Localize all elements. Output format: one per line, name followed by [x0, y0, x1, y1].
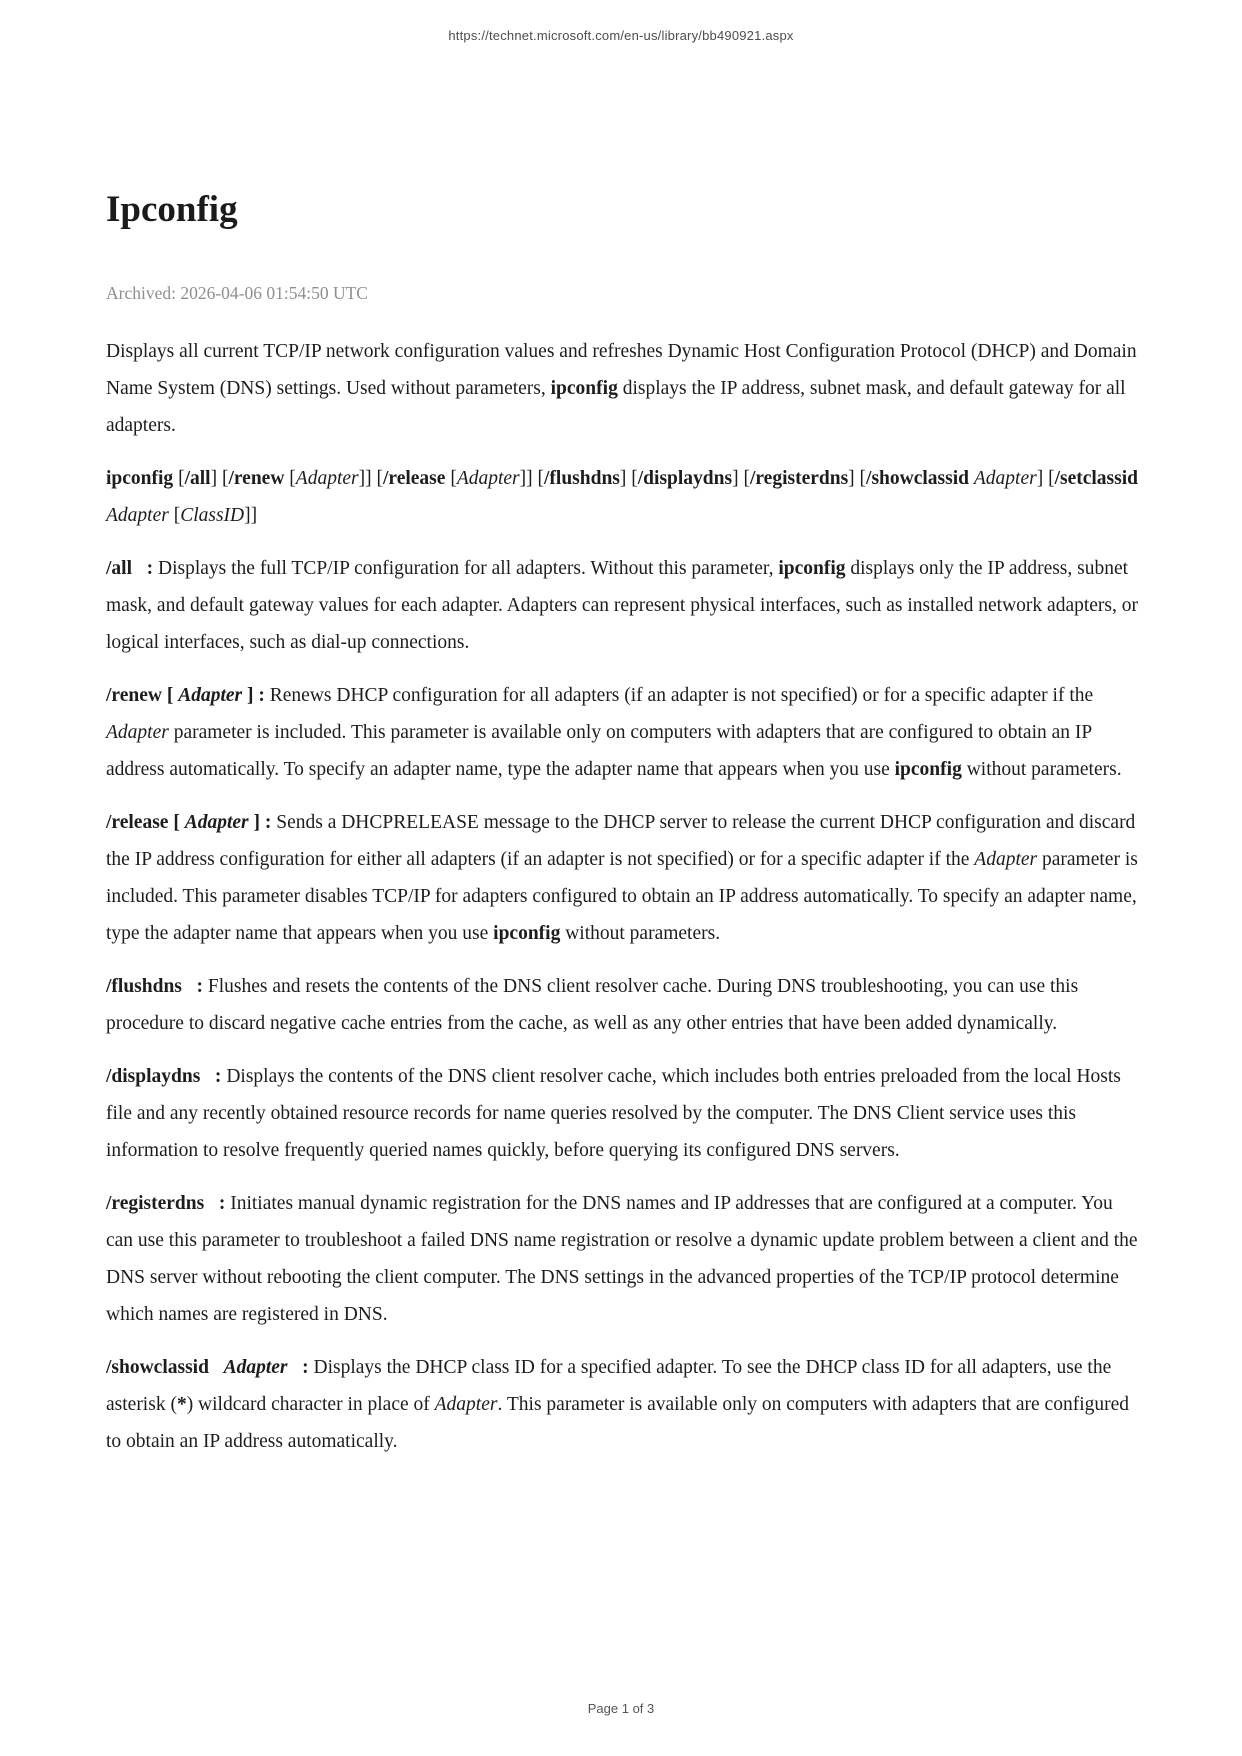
text-segment: ]] [: [519, 468, 544, 489]
text-segment: displays the IP address, subnet mask, and default gateway for all adapters.: [106, 378, 1126, 436]
text-segment: Displays all current TCP/IP network configuration values and refreshes Dynamic Host Configuration Protocol (DHCP) and Domain Name System (DNS) settings. Used without parameters,: [106, 341, 1137, 399]
page-title: Ipconfig: [106, 189, 238, 230]
text-segment: ipconfig: [493, 923, 561, 944]
text-segment: Adapter: [184, 812, 249, 833]
text-segment: /setclassid: [1054, 468, 1138, 489]
text-segment: ] :: [242, 685, 265, 706]
text-segment: ] [: [619, 468, 638, 489]
text-segment: ]]: [244, 505, 258, 526]
text-segment: displays only the IP address, subnet mask, and default gateway values for each adapter. Adapters can represent physical interfaces, such as installed network adapters, or logical interfaces, such as dial-up connections.: [106, 558, 1139, 653]
text-segment: /registerdns :: [106, 1193, 226, 1214]
text-segment: /registerdns: [749, 468, 849, 489]
text-segment: ipconfig: [894, 759, 962, 780]
text-segment: Displays the contents of the DNS client resolver cache, which includes both entries preloaded from the local Hosts file and any recently obtained resource records for name queries resolved by the computer. The DNS Client service uses this information to resolve frequently queried names quickly, before querying its configured DNS servers.: [106, 1066, 1121, 1161]
text-segment: :: [287, 1357, 309, 1378]
text-segment: *: [176, 1394, 187, 1415]
text-segment: Adapter: [223, 1357, 288, 1378]
paragraph-param-registerdns: [106, 1185, 1142, 1333]
text-segment: Initiates manual dynamic registration for the DNS names and IP addresses that are configured at a computer. You can use this parameter to troubleshoot a failed DNS name registration or resolve a dynamic update problem between a client and the DNS server without rebooting the client computer. The DNS settings in the advanced properties of the TCP/IP protocol determine which names are registered in DNS.: [106, 1193, 1138, 1325]
text-segment: [: [173, 468, 185, 489]
text-segment: /flushdns: [544, 468, 620, 489]
text-segment: Adapter: [178, 685, 243, 706]
text-segment: /displaydns: [637, 468, 733, 489]
text-segment: ClassID: [180, 505, 245, 526]
text-segment: Displays the DHCP class ID for a specified adapter. To see the DHCP class ID for all adapters, use the asterisk (: [106, 1357, 1112, 1415]
text-segment: /renew: [228, 468, 285, 489]
article-body: [106, 333, 1142, 1460]
text-segment: ] [: [848, 468, 867, 489]
text-segment: Adapter: [106, 722, 169, 743]
text-segment: [: [445, 468, 457, 489]
text-segment: Displays the full TCP/IP configuration for all adapters. Without this parameter,: [153, 558, 779, 579]
text-segment: parameter is included. This parameter disables TCP/IP for adapters configured to obtain an IP address automatically. To specify an adapter name, type the adapter name that appears when you use: [106, 849, 1138, 944]
paragraph-param-displaydns: [106, 1058, 1142, 1169]
text-segment: Adapter: [434, 1394, 498, 1415]
text-segment: ]] [: [358, 468, 383, 489]
paragraph-param-release: [106, 804, 1142, 952]
text-segment: parameter is included. This parameter is available only on computers with adapters that are configured to obtain an IP address automatically. To specify an adapter name, type the adapter name that appears when you use: [106, 722, 1092, 780]
text-segment: /all :: [106, 558, 154, 579]
text-segment: without parameters.: [560, 923, 721, 944]
text-segment: ) wildcard character in place of: [186, 1394, 435, 1415]
text-segment: Adapter: [295, 468, 359, 489]
text-segment: Flushes and resets the contents of the DNS client resolver cache. During DNS troubleshooting, you can use this procedure to discard negative cache entries from the cache, as well as any other entries that have been added dynamically.: [106, 976, 1079, 1034]
text-segment: [: [284, 468, 296, 489]
article: [106, 186, 1142, 1476]
text-segment: ipconfig: [778, 558, 846, 579]
text-segment: . This parameter is available only on computers with adapters that are configured to obtain an IP address automatically.: [106, 1394, 1130, 1452]
text-segment: Adapter: [106, 505, 169, 526]
text-segment: ipconfig: [106, 468, 174, 489]
archived-timestamp: Archived: 2026-04-06 01:54:50 UTC: [106, 283, 368, 303]
paragraph-param-all: [106, 550, 1142, 661]
text-segment: ] :: [248, 812, 272, 833]
text-segment: /showclassid: [866, 468, 969, 489]
text-segment: Renews DHCP configuration for all adapters (if an adapter is not specified) or for a specific adapter if the: [264, 685, 1094, 706]
paragraph-param-showclassid: [106, 1349, 1142, 1460]
text-segment: Adapter: [974, 849, 1038, 870]
text-segment: ipconfig: [550, 378, 618, 399]
text-segment: /release [: [106, 812, 185, 833]
text-segment: /renew [: [106, 685, 179, 706]
text-segment: ] [: [210, 468, 229, 489]
text-segment: without parameters.: [961, 759, 1122, 780]
paragraph-syntax: [106, 460, 1142, 534]
text-segment: ] [: [1036, 468, 1055, 489]
text-segment: ] [: [732, 468, 750, 489]
text-segment: Sends a DHCPRELEASE message to the DHCP server to release the current DHCP configuration and discard the IP address configuration for either all adapters (if an adapter is not specified) or for a specific adapter if the: [106, 812, 1136, 870]
paragraph-param-flushdns: [106, 968, 1142, 1042]
text-segment: Adapter: [973, 468, 1037, 489]
source-url: https://technet.microsoft.com/en-us/library/bb490921.aspx: [448, 28, 794, 43]
text-segment: /showclassid: [106, 1357, 224, 1378]
text-segment: [: [168, 505, 181, 526]
text-segment: /displaydns :: [106, 1066, 222, 1087]
paragraph-param-renew: [106, 677, 1142, 788]
text-segment: /flushdns :: [106, 976, 204, 997]
text-segment: /release: [382, 468, 446, 489]
text-segment: Adapter: [456, 468, 520, 489]
page-number: Page 1 of 3: [587, 1701, 655, 1716]
paragraph-intro: [106, 333, 1142, 444]
text-segment: /all: [184, 468, 211, 489]
